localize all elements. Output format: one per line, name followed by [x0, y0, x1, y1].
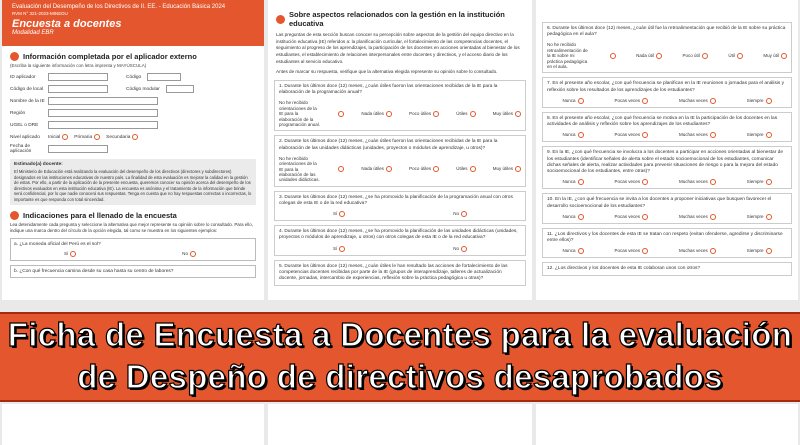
radio-circle[interactable] [433, 166, 439, 172]
radio-circle[interactable] [766, 248, 772, 254]
field-label: Región [10, 110, 26, 116]
no-option[interactable] [182, 251, 196, 257]
note-title: Estimado(a) docente: [14, 162, 63, 167]
field-row [10, 83, 256, 95]
question-text: 7. En el presente año escolar, ¿con qué frecuencia se planifican en la IE reuniones o jornadas para el análisis y reflexión sobre los resultados de los aprendizajes de los estudiantes? [547, 81, 785, 93]
question-9 [542, 146, 792, 189]
field-row [10, 95, 256, 107]
section-note: (Escriba la siguiente información con letra imprenta y MAYÚSCULA) [10, 63, 147, 68]
radio-circle[interactable] [578, 98, 584, 104]
radio-circle[interactable] [94, 134, 100, 140]
pocas-veces-option[interactable] [614, 248, 648, 254]
option-label: Secundaria [106, 134, 131, 140]
radio-circle[interactable] [710, 132, 716, 138]
siempre-option[interactable] [747, 248, 772, 254]
pocas-veces-option[interactable] [614, 214, 648, 220]
title-banner [0, 312, 800, 402]
question-1 [274, 80, 526, 131]
radio-circle[interactable] [461, 211, 467, 217]
header-line2: RVM N° 321-2023-MINEDU [12, 11, 68, 16]
poco-util-option[interactable] [683, 53, 708, 59]
header-line1: Evaluación del Desempeño de los Directivos de II. EE. - Educación Básica 2024 [12, 4, 226, 10]
survey-header [2, 0, 264, 46]
radio-circle[interactable] [702, 53, 708, 59]
option-label: Pocas veces [614, 213, 640, 219]
option-label: Muy útiles [492, 166, 513, 172]
siempre-option[interactable] [747, 179, 772, 185]
muchas-veces-option[interactable] [679, 132, 716, 138]
section-title: Indicaciones para el llenado de la encuesta [23, 210, 177, 220]
question-7 [542, 77, 792, 107]
muchas-veces-option[interactable] [679, 248, 716, 254]
option-label: No he recibido retroalimentación de la IE sobre mi práctica pedagógica en el aula. [547, 42, 588, 70]
option-label: Muy útiles [492, 110, 513, 116]
siempre-option[interactable] [747, 132, 772, 138]
section-gestion [276, 10, 524, 28]
page-left [2, 0, 264, 300]
radio-circle[interactable] [710, 179, 716, 185]
option-label: Pocas veces [614, 132, 640, 138]
example-question: a. ¿La moneda oficial del Perú es el sol? [14, 241, 101, 247]
answer-options [547, 42, 787, 69]
radio-circle[interactable] [190, 251, 196, 257]
codigo-modular-field[interactable] [166, 85, 194, 93]
option-label: Nunca [562, 179, 576, 185]
page-middle-bottom [268, 404, 532, 445]
muchas-veces-option[interactable] [679, 179, 716, 185]
nunca-option[interactable] [562, 132, 583, 138]
option-label: Pocas veces [614, 248, 640, 254]
field-label: Nombre de la IE [10, 98, 45, 104]
question-text: 11. ¿Los directivos y los docentes de esta IE se tratan con respeto (evitan ofenderse, agredirse y discriminarse entre ellos)? [547, 231, 783, 243]
question-text: 4. Durante los últimos doce (12) meses, ¿se ha promovido la planificación de las unidades didácticas (unidades, proyectos o módulos de aprendizaje, u otros) con otros colegas de esta IE o de la red educativa? [279, 229, 518, 241]
example-a [10, 238, 256, 261]
option-label: No [453, 245, 459, 251]
nivel-secundaria-option[interactable] [106, 134, 138, 140]
field-row [10, 119, 256, 131]
radio-circle[interactable] [339, 211, 345, 217]
radio-circle[interactable] [338, 111, 344, 117]
radio-circle[interactable] [710, 214, 716, 220]
section-indicaciones [10, 211, 256, 220]
field-row [10, 71, 256, 83]
answer-options [547, 98, 787, 104]
radio-circle[interactable] [642, 248, 648, 254]
nunca-option[interactable] [562, 248, 583, 254]
section-title: Sobre aspectos relacionados con la gestión en la institución educativa [289, 10, 505, 28]
option-label: Muy útil [763, 53, 779, 59]
si-option[interactable] [333, 211, 345, 217]
option-label: No he recibido orientaciones de la IE para la elaboración de las unidades didácticas. [279, 155, 320, 183]
option-label: No [182, 251, 189, 257]
option-label: Sí [63, 251, 69, 257]
poco-utiles-option[interactable] [409, 111, 439, 117]
radio-circle[interactable] [578, 248, 584, 254]
radio-circle[interactable] [386, 111, 392, 117]
utiles-option[interactable] [456, 166, 475, 172]
option-label: Siempre [746, 213, 764, 219]
radio-circle[interactable] [470, 166, 476, 172]
siempre-option[interactable] [747, 98, 772, 104]
option-label: Nunca [562, 213, 576, 219]
page-right [536, 0, 798, 300]
nunca-option[interactable] [562, 98, 583, 104]
field-label: Código de local [10, 86, 44, 92]
pocas-veces-option[interactable] [614, 132, 648, 138]
option-label: Inicial [48, 134, 61, 140]
nivel-primaria-option[interactable] [74, 134, 100, 140]
option-label: Nunca [562, 97, 576, 103]
option-label: Muchas veces [678, 248, 708, 254]
muy-utiles-option[interactable] [493, 166, 521, 172]
question-text: 3. Durante los últimos doce (12) meses, ¿se ha promovido la planificación de la programación anual con otros colegas de esta IE o de la red educativa? [279, 194, 513, 207]
question-text: 6. Durante los últimos doce (12) meses, ¿cuán útil fue la retroalimentación que recibió de la IE sobre su práctica pedagógica en el aula? [547, 26, 786, 38]
example-b [10, 265, 256, 278]
radio-circle[interactable] [766, 98, 772, 104]
field-row [10, 107, 256, 119]
radio-circle[interactable] [642, 179, 648, 185]
intro-text: Las preguntas de esta sección buscan conocer su percepción sobre aspectos de la gestión del equipo directivo en la institución educativa (IE) referidos a: la planificación curricular, el fortalecimiento de las competencias docentes, el seguimiento al progreso de los aprendizajes, la participación de los docentes en acciones orientadas al bienestar de los estudiantes, el establecimiento de relaciones interpersonales entre docentes y directivos, y el acceso diario de los estudiantes al servicio educativo. [276, 32, 520, 64]
radio-circle[interactable] [578, 179, 584, 185]
option-label: Primaria [74, 134, 93, 140]
banner-line1: Ficha de Encuesta a Docentes para la evaluación [7, 316, 793, 353]
option-label: Siempre [746, 132, 764, 138]
radio-circle[interactable] [70, 251, 76, 257]
answer-options [279, 211, 521, 217]
question-text: 9. En la IE, ¿con qué frecuencia se involucra a los docentes a participar en acciones orientadas al bienestar de los estudiantes (identificar señales de alerta sobre el estado socioemocional de los estudiantes, comunicar dichas señales de alerta, realizar actividades para prevenir situaciones de riesgo o para la mejora del estado socioemocional de los estudiantes, entre otras)? [547, 150, 783, 175]
option-label: Sí [332, 211, 338, 217]
radio-circle[interactable] [386, 166, 392, 172]
option-label: Útiles [456, 110, 468, 116]
answer-options [279, 246, 521, 252]
option-label: Útiles [456, 166, 468, 172]
question-12 [542, 262, 792, 276]
question-3 [274, 191, 526, 221]
option-label: Nada útiles [361, 110, 384, 116]
question-10 [542, 193, 792, 223]
radio-circle[interactable] [766, 214, 772, 220]
section-aplicador [10, 52, 256, 61]
radio-circle[interactable] [433, 111, 439, 117]
question-5 [274, 260, 526, 287]
radio-circle[interactable] [515, 111, 521, 117]
fecha-field[interactable] [48, 145, 108, 153]
answer-options [547, 179, 787, 185]
no-option[interactable] [453, 246, 467, 252]
pocas-veces-option[interactable] [614, 179, 648, 185]
field-row [10, 131, 256, 143]
option-label: Siempre [746, 248, 764, 254]
question-text: 1. Durante los últimos doce (12) meses, ¿cuán útiles fueron las orientaciones recibidas de la IE para la elaboración de la programación anual? [279, 83, 498, 96]
field-label: Fecha de aplicación [10, 144, 32, 154]
question-text: 12. ¿Los directivos y los docentes de esta IE colaboran unos con otros? [547, 266, 701, 272]
section-title: Información completada por el aplicador externo [23, 52, 197, 61]
poco-utiles-option[interactable] [409, 166, 439, 172]
option-label: Nada útil [636, 53, 654, 59]
codigo-field[interactable] [147, 73, 181, 81]
intro-text: Antes de marcar su respuesta, verifique que la alternativa elegida represente su opinión sobre lo consultado. [276, 69, 498, 75]
si-option[interactable] [333, 246, 345, 252]
question-8 [542, 112, 792, 142]
field-label: UGEL o DRE [10, 122, 39, 128]
pocas-veces-option[interactable] [614, 98, 648, 104]
example-question: b. ¿Con qué frecuencia camina desde su casa hasta su centro de labores? [14, 268, 174, 274]
option-label: Muchas veces [678, 132, 708, 138]
nada-utiles-option[interactable] [361, 166, 392, 172]
radio-circle[interactable] [610, 53, 616, 59]
answer-options [547, 132, 787, 138]
question-2 [274, 135, 526, 186]
option-label: Nunca [562, 132, 576, 138]
nunca-option[interactable] [562, 214, 583, 220]
radio-circle[interactable] [515, 166, 521, 172]
codigo-local-field[interactable] [48, 85, 108, 93]
muy-utiles-option[interactable] [493, 111, 521, 117]
muy-util-option[interactable] [763, 53, 787, 59]
page-middle [268, 0, 532, 300]
radio-circle[interactable] [62, 134, 68, 140]
page-right-bottom [536, 404, 798, 445]
option-label: Muchas veces [678, 97, 708, 103]
radio-circle[interactable] [578, 214, 584, 220]
utiles-option[interactable] [456, 111, 475, 117]
answer-options [547, 214, 787, 220]
nombre-ie-field[interactable] [48, 97, 158, 105]
option-label: No he recibido orientaciones de la IE para la elaboración de la programación anual. [279, 100, 321, 127]
radio-circle[interactable] [642, 98, 648, 104]
estimado-note [10, 159, 256, 205]
question-11 [542, 228, 792, 258]
option-label: Poco útiles [409, 166, 432, 172]
radio-circle[interactable] [132, 134, 138, 140]
question-text: 10. En la IE, ¿con qué frecuencia se invita a los docentes a proponer iniciativas que busquen favorecer el desarrollo socioemocional de los estudiantes? [547, 197, 772, 209]
id-aplicador-field[interactable] [48, 73, 108, 81]
option-label: Muchas veces [678, 179, 708, 185]
question-text: 8. En el presente año escolar, ¿con qué frecuencia se motiva en la IE la participación de los docentes en las actividades de análisis y reflexión sobre los aprendizajes de los estudiantes? [547, 115, 778, 128]
nivel-inicial-option[interactable] [48, 134, 68, 140]
util-option[interactable] [728, 53, 743, 59]
option-label: Poco útiles [409, 110, 432, 116]
option-label: Poco útil [682, 53, 700, 59]
pencil-icon [10, 52, 19, 61]
option-label: Sí [332, 245, 338, 251]
no-option[interactable] [453, 211, 467, 217]
radio-circle[interactable] [338, 166, 344, 172]
nunca-option[interactable] [562, 179, 583, 185]
answer-options [279, 100, 521, 127]
field-label: Nivel aplicado [10, 134, 40, 140]
si-option[interactable] [64, 251, 76, 257]
field-label: ID aplicador [10, 74, 36, 80]
note-text: El Ministerio de Educación está realizando la evaluación del desempeño de los directivos (directores y subdirectores) designados en las instituciones educativas de nuestro país. La finalidad de esta evaluación es mejorar la calidad en la gestión de estas. Por ello, a partir de la aplicación de la presente encuesta, queremos conocer su opinión acerca del desempeño de los directivos evaluados en esta institución educativa (IE). La encuesta es anónima y el tratamiento de la información que brinde será confidencial, por lo que nadie conocerá sus respuestas. Tenga en cuenta que no hay respuestas correctas o incorrectas, lo importante es que responda con total sinceridad. [14, 169, 252, 202]
option-label: Siempre [746, 179, 764, 185]
region-field[interactable] [48, 109, 158, 117]
nada-utiles-option[interactable] [361, 111, 392, 117]
info-icon [10, 211, 19, 220]
school-icon [276, 15, 285, 24]
option-label: Siempre [746, 97, 764, 103]
page-left-bottom [2, 404, 264, 445]
survey-title: Encuesta a docentes [12, 18, 122, 30]
question-4 [274, 225, 526, 255]
radio-circle[interactable] [470, 111, 476, 117]
radio-circle[interactable] [766, 132, 772, 138]
question-text: 5. Durante los últimos doce (12) meses, ¿cuán útiles le han resultado las acciones de fortalecimiento de las competencias docentes recibidas por parte de la IE (grupos de interaprendizaje, talleres de actualización docente, jornadas, intercambio de experiencias, reflexión sobre la práctica pedagógica u otras)? [279, 263, 508, 282]
nada-util-option[interactable] [636, 53, 662, 59]
muchas-veces-option[interactable] [679, 214, 716, 220]
radio-circle[interactable] [781, 53, 787, 59]
option-label: Nada útiles [361, 166, 384, 172]
radio-circle[interactable] [461, 246, 467, 252]
banner-line2: de Despeño de directivos desaprobados [77, 358, 723, 395]
radio-circle[interactable] [642, 132, 648, 138]
answer-options [279, 156, 521, 183]
siempre-option[interactable] [747, 214, 772, 220]
example-options [14, 251, 252, 257]
option-label: Nunca [562, 248, 576, 254]
muchas-veces-option[interactable] [679, 98, 716, 104]
radio-circle[interactable] [656, 53, 662, 59]
radio-circle[interactable] [578, 132, 584, 138]
option-label: No [453, 211, 459, 217]
option-label: Pocas veces [614, 97, 640, 103]
radio-circle[interactable] [710, 98, 716, 104]
field-label: Código [126, 74, 142, 80]
option-label: Pocas veces [614, 179, 640, 185]
question-6 [542, 22, 792, 73]
document-bottom [0, 404, 800, 445]
radio-circle[interactable] [766, 179, 772, 185]
option-label: Muchas veces [678, 213, 708, 219]
field-label: Código modular [126, 86, 160, 92]
radio-circle[interactable] [737, 53, 743, 59]
ugel-field[interactable] [48, 121, 158, 129]
survey-subtitle: Modalidad EBR [12, 30, 54, 36]
instructions-text: Lea detenidamente cada pregunta y seleccione la alternativa que mejor represente su opinión sobre lo consultado. Para ello, indique una marca dentro del círculo de la opción elegida, tal como se muestra en los siguientes ejemplos: [10, 221, 253, 233]
radio-circle[interactable] [642, 214, 648, 220]
answer-options [547, 248, 787, 254]
radio-circle[interactable] [710, 248, 716, 254]
question-text: 2. Durante los últimos doce (12) meses, ¿cuán útiles fueron las orientaciones recibidas de la IE para la elaboración de las unidades didácticas (unidades, proyectos o módulos de aprendizaje, u otros)? [279, 139, 498, 151]
radio-circle[interactable] [339, 246, 345, 252]
option-label: Útil [728, 53, 735, 59]
field-row [10, 143, 256, 155]
